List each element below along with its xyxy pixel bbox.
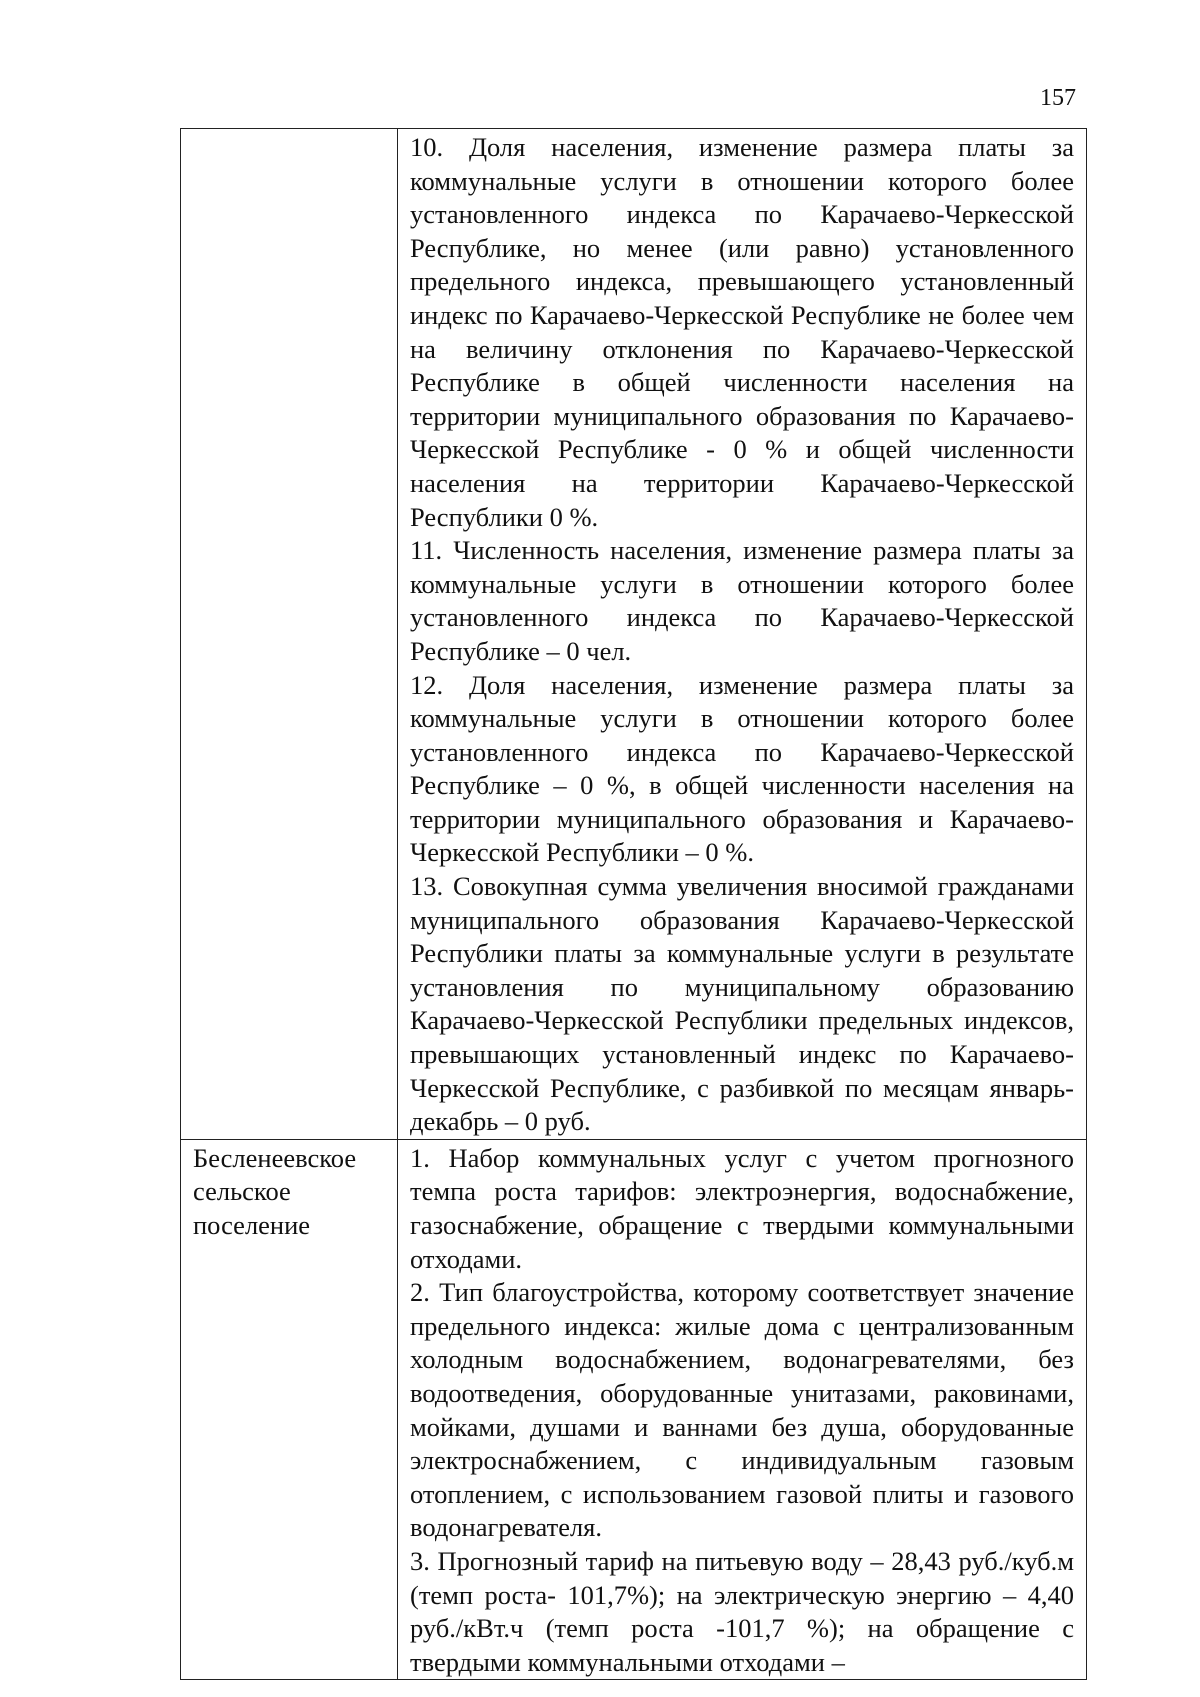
indicators-cell bbox=[398, 1139, 1087, 1680]
table-row bbox=[181, 1139, 1087, 1680]
list-item: 2. Тип благоустройства, которому соответствует значение предельного индекса: жилые дома с централизованным холодным водоснабжением, водонагревателями, без водоотведения, оборудованные унитазами, раковинами, мойками, душами и ваннами без душа, оборудованные электроснабжением, с индивидуальным газовым отоплением, с использованием газовой плиты и газового водонагревателя. bbox=[410, 1277, 1074, 1543]
indicators-table bbox=[180, 128, 1087, 1680]
page-number: 157 bbox=[1040, 85, 1076, 111]
table-row bbox=[181, 129, 1087, 1140]
list-item: 10. Доля населения, изменение размера платы за коммунальные услуги в отношении которого более установленного индекса по Карачаево-Черкесской Республике, но менее (или равно) установленного предельного индекса, превышающего установленный индекс по Карачаево-Черкесской Республике не более чем на величину отклонения по Карачаево-Черкесской Республике в общей численности населения на территории муниципального образования по Карачаево-Черкесской Республике - 0 % и общей численности населения на территории Карачаево-Черкесской Республики 0 %. bbox=[410, 132, 1074, 532]
list-item: 3. Прогнозный тариф на питьевую воду – 28,43 руб./куб.м (темп роста- 101,7%); на электрическую энергию – 4,40 руб./кВт.ч (темп роста -101,7 %); на обращение с твердыми коммунальными отходами – bbox=[410, 1545, 1074, 1677]
list-item: 13. Совокупная сумма увеличения вносимой гражданами муниципального образования Карачаево-Черкесской Республики платы за коммунальные услуги в результате установления по муниципальному образованию Карачаево-Черкесской Республики предельных индексов, превышающих установленный индекс по Карачаево-Черкесской Республике, с разбивкой по месяцам январь-декабрь – 0 руб. bbox=[410, 871, 1074, 1137]
list-item: 1. Набор коммунальных услуг с учетом прогнозного темпа роста тарифов: электроэнергия, водоснабжение, газоснабжение, обращение с твердыми коммунальными отходами. bbox=[410, 1142, 1074, 1274]
list-item: 11. Численность населения, изменение размера платы за коммунальные услуги в отношении которого более установленного индекса по Карачаево-Черкесской Республике – 0 чел. bbox=[410, 535, 1074, 666]
municipality-cell: Бесленеевское сельское поселение bbox=[181, 1139, 398, 1680]
municipality-cell bbox=[181, 129, 398, 1140]
list-item: 12. Доля населения, изменение размера платы за коммунальные услуги в отношении которого более установленного индекса по Карачаево-Черкесской Республике – 0 %, в общей численности населения на территории муниципального образования и Карачаево-Черкесской Республики – 0 %. bbox=[410, 669, 1074, 868]
indicators-cell bbox=[398, 129, 1087, 1140]
